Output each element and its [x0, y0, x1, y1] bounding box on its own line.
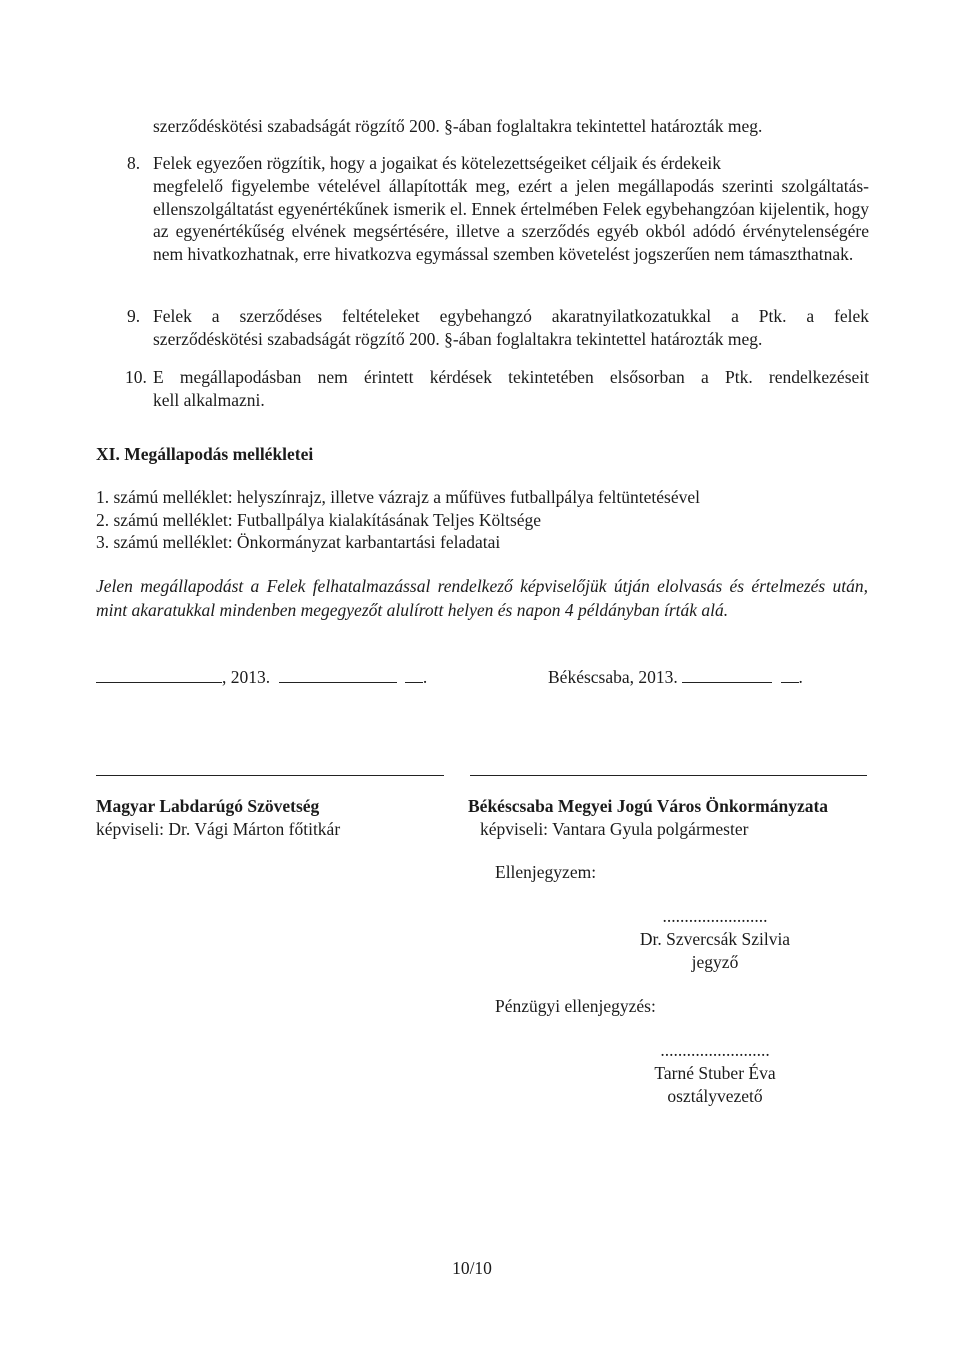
finance-name: Tarné Stuber Éva	[654, 1063, 776, 1083]
paragraph-10	[125, 366, 869, 389]
date-left-dot: .	[422, 667, 428, 687]
date-left-year: , 2013.	[222, 667, 271, 687]
countersign-title: jegyző	[691, 952, 739, 972]
date-right-dot: .	[798, 667, 803, 687]
date-right	[548, 666, 803, 688]
paragraph-9-line1: Felek a szerződéses feltételeket egybehangzó akaratnyilatkozatukkal a Ptk. a felek	[153, 306, 869, 326]
blank-line-month	[682, 666, 772, 683]
paragraph-9-number: 9.	[127, 306, 141, 326]
countersign-block	[600, 905, 830, 974]
annex-list	[96, 486, 876, 554]
countersign-label: Ellenjegyzem:	[495, 862, 597, 882]
paragraph-continuation-text: szerződéskötési szabadságát rögzítő 200. §-ában foglaltakra tekintettel határozták meg.	[153, 116, 763, 136]
blank-line-place	[96, 666, 222, 683]
paragraph-9	[127, 305, 869, 328]
annex-item: 3. számú melléklet: Önkormányzat karbantartási feladatai	[96, 532, 501, 552]
signature-line-right	[470, 775, 867, 776]
paragraph-continuation	[153, 115, 873, 138]
paragraph-10-line1: E megállapodásban nem érintett kérdések tekintetében elsősorban a Ptk. rendelkezéseit	[153, 367, 869, 387]
paragraph-9-line2-text: szerződéskötési szabadságát rögzítő 200. §-ában foglaltakra tekintettel határozták meg.	[153, 329, 763, 349]
paragraph-8-body	[153, 175, 869, 265]
signatory-right	[468, 795, 828, 841]
signatory-right-org: Békéscsaba Megyei Jogú Város Önkormányzata	[468, 796, 829, 816]
paragraph-10-number: 10.	[125, 367, 147, 387]
signatory-right-rep: képviseli: Vantara Gyula polgármester	[480, 819, 749, 839]
signatory-left	[96, 795, 340, 841]
paragraph-10-line2-text: kell alkalmazni.	[153, 390, 265, 410]
signatory-left-rep: képviseli: Dr. Vági Márton főtitkár	[96, 819, 341, 839]
paragraph-9-line2	[153, 328, 869, 351]
paragraph-8-number: 8.	[127, 153, 141, 173]
annex-item: 1. számú melléklet: helyszínrajz, illetve vázrajz a műfüves futballpálya feltüntetésével	[96, 487, 700, 507]
closing-statement: Jelen megállapodást a Felek felhatalmazással rendelkező képviselőjük útján elolvasás és értelmezés után, mint akaratukkal mindenben megegyezőt alulírott helyen és napon 4 példányban írták alá.	[96, 576, 868, 620]
blank-line-month	[279, 666, 397, 683]
date-right-place: Békéscsaba, 2013.	[548, 667, 678, 687]
paragraph-8	[127, 152, 869, 175]
finance-title: osztályvezető	[667, 1086, 763, 1106]
date-left	[96, 666, 427, 688]
finance-label: Pénzügyi ellenjegyzés:	[495, 996, 656, 1016]
section-heading: XI. Megállapodás mellékletei	[96, 444, 314, 464]
page-number: 10/10	[452, 1258, 492, 1278]
blank-line-day	[405, 666, 423, 683]
signatory-left-org: Magyar Labdarúgó Szövetség	[96, 796, 320, 816]
finance-dots: .........................	[660, 1040, 770, 1060]
annex-item: 2. számú melléklet: Futballpálya kialakításának Teljes Költsége	[96, 509, 542, 530]
signature-line-left	[96, 775, 444, 776]
countersign-name: Dr. Szvercsák Szilvia	[639, 929, 791, 949]
paragraph-8-text: megfelelő figyelembe vételével állapították meg, ezért a jelen megállapodás szerinti szolgáltatás-ellenszolgáltatást egyenértékűnek ismerik el. Ennek értelmében Felek egybehangzóan kijelentik, hogy az egyenértékűség elvének megsértésére, illetve a szerződés egyéb okból adódó érvénytelenségére nem hivatkozhatnak, erre hivatkozva egymással szemben követelést jogszerűen nem támaszthatnak.	[153, 176, 869, 264]
countersign-dots: ........................	[662, 906, 768, 926]
blank-line-day	[781, 666, 799, 683]
paragraph-8-line1: Felek egyezően rögzítik, hogy a jogaikat és kötelezettségeiket céljaik és érdekeik	[153, 153, 722, 173]
finance-block	[600, 1039, 830, 1108]
paragraph-10-line2	[153, 389, 869, 412]
